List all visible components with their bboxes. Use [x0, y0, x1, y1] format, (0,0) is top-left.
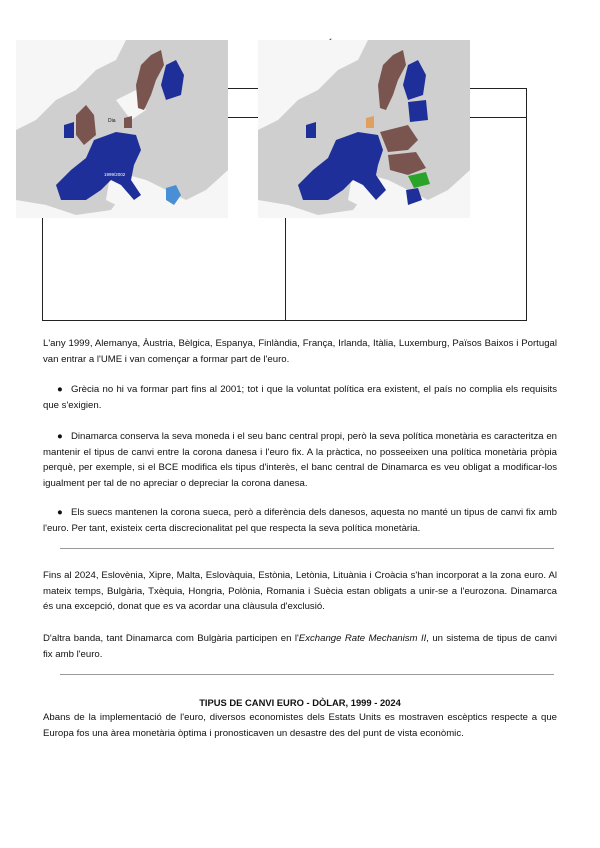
bullet-sweden: [43, 505, 557, 536]
section-title: TIPUS DE CANVI EURO - DÒLAR, 1999 - 2024: [199, 697, 401, 708]
erm-text-after: , un sistema de tipus de canvi fix amb l'euro.: [43, 633, 557, 660]
bullet-icon: ●: [57, 384, 63, 395]
bullet-denmark: [43, 429, 557, 491]
paragraph-exchange: Abans de la implementació de l'euro, diversos economistes dels Estats Units es mostraven escèptics respecte a que Europa fos una àrea monetària òptima i pronosticaven un desastre des del punt de vista econòmic.: [43, 712, 557, 739]
bullet-text: Els suecs mantenen la corona sueca, però a diferència dels danesos, aquesta no manté un tipus de canvi fix amb l'euro. Per tant, existeix certa discrecionalitat pel que respecta la seva política monetària.: [43, 507, 557, 534]
divider-line: [60, 674, 554, 675]
erm-name: Exchange Rate Mechanism II: [298, 633, 427, 644]
bullet-text: Grècia no hi va formar part fins al 2001; tot i que la voluntat política era existent, el país no complia els requisits que s'exigien.: [43, 384, 557, 411]
paragraph-1999: L'any 1999, Alemanya, Àustria, Bèlgica, Espanya, Finlàndia, França, Irlanda, Itàlia, Luxemburg, Països Baixos i Portugal van entrar a l'UME i van començar a formar part de l'euro.: [43, 338, 557, 365]
map-2024: [258, 40, 470, 218]
paragraph-2024: Fins al 2024, Eslovènia, Xipre, Malta, Eslovàquia, Estònia, Letònia, Lituània i Croàcia s'han incorporat a la zona euro. Al mateix temps, Bulgària, Txèquia, Hongria, Polònia, Romania i Suècia estan obligats a unir-se a l'eurozona. Dinamarca és una excepció, donat que es va acordar una clàusula d'exclusió.: [43, 570, 557, 613]
bullet-icon: ●: [57, 507, 63, 518]
bullet-text: Dinamarca conserva la seva moneda i el seu banc central propi, però la seva política monetària es caracteritza en mantenir el tipus de canvi entre la corona danesa i l'euro fix. A la pràctica, no posseeixen una política monetària pròpia perquè, per exemple, si el BCE modifica els tipus d'interès, el banc central de Dinamarca es veu obligat a modificar-los igualment per tal de no apreciar o depreciar la corona danesa.: [43, 431, 557, 489]
divider-line: [60, 548, 554, 549]
map-1999: [16, 40, 228, 218]
map-label-year: 1999/2002: [104, 172, 126, 177]
bullet-icon: ●: [57, 431, 63, 442]
paragraph-erm: [43, 631, 557, 662]
map-label-dia: Dia: [108, 118, 116, 124]
bullet-greece: [43, 382, 557, 413]
erm-text-before: D'altra banda, tant Dinamarca com Bulgària participen en l': [43, 633, 299, 644]
